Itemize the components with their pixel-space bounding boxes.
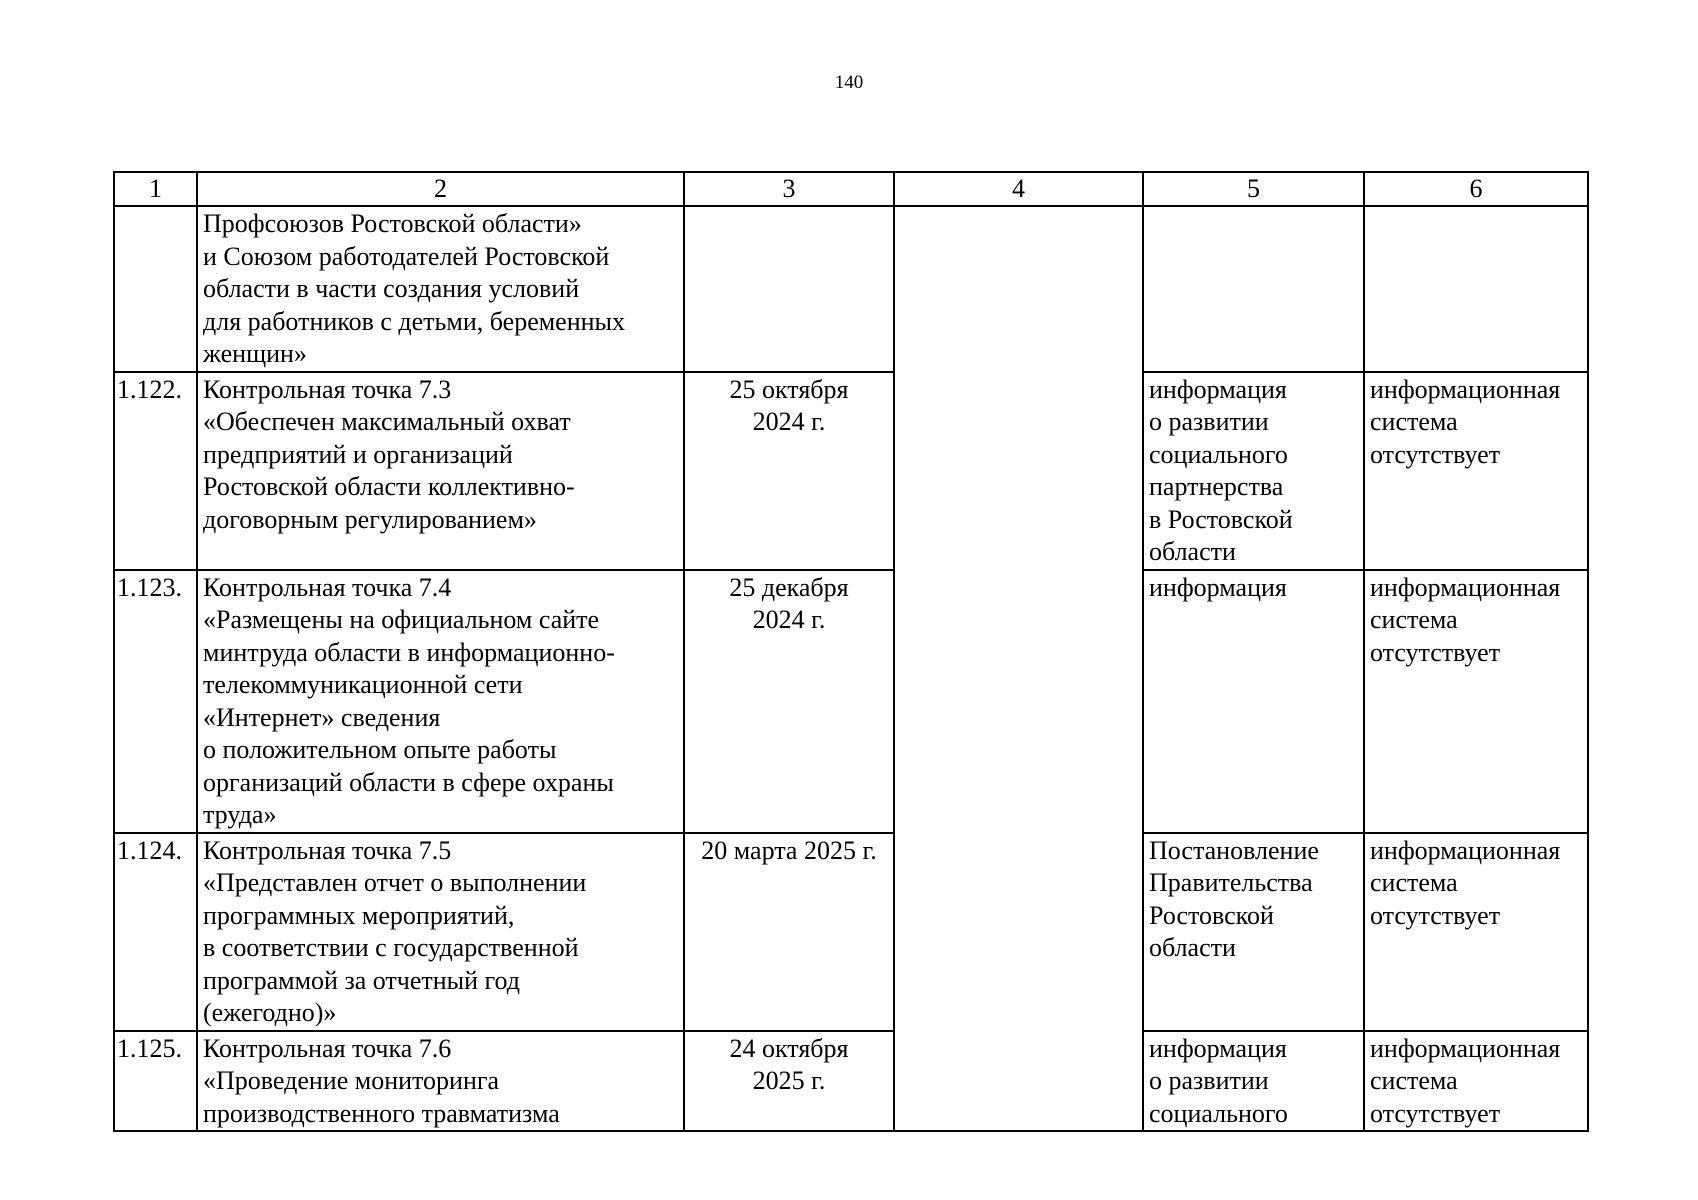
system-cell [1364,206,1588,372]
description-line: о положительном опыте работы [203,735,557,764]
description-cell [197,206,684,372]
document-line: Правительства [1149,868,1313,897]
document-line: области [1149,933,1236,962]
date-cell [684,570,894,833]
description-line: и Союзом работодателей Ростовской [203,241,610,271]
description-line: Ростовской области коллективно- [203,472,575,501]
description-line: договорным регулированием» [203,504,537,534]
table-row [114,570,1588,833]
description-cell [197,570,684,833]
document-line: области [1149,537,1236,566]
document-line: информация [1149,1033,1287,1063]
date-line: 2025 г. [752,1066,826,1095]
system-line: информационная [1370,1033,1561,1063]
description-line: для работников с детьми, беременных [203,306,626,336]
column-header: 4 [894,172,1143,206]
table-row [114,372,1588,570]
description-line: производственного травматизма [203,1098,560,1128]
description-cell [197,372,684,570]
page-number: 140 [834,72,864,93]
control-points-table [113,171,1589,1132]
system-line: отсутствует [1370,1098,1501,1128]
description-cell [197,833,684,1031]
description-line: «Обеспечен максимальный охват [203,407,571,436]
description-line: Контрольная точка 7.5 [203,835,452,865]
row-number-cell [114,206,197,372]
document-line: о развитии [1149,407,1269,436]
description-line: организаций области в сфере охраны [203,767,614,797]
system-cell [1364,1031,1588,1132]
document-line: информация [1149,572,1287,602]
system-cell [1364,372,1588,570]
column-header: 1 [114,172,197,206]
description-line: «Интернет» сведения [203,702,441,732]
date-cell [684,206,894,372]
description-line: (ежегодно)» [203,998,337,1027]
system-line: информационная [1370,572,1561,602]
description-line: программных мероприятий, [203,900,515,930]
document-cell [1143,206,1364,372]
column-header: 6 [1364,172,1588,206]
description-line: Контрольная точка 7.3 [203,374,452,404]
system-line: система [1370,605,1458,634]
document-cell [1143,833,1364,1031]
row-number-cell: 1.124. [114,833,197,1031]
table-row [114,833,1588,1031]
description-line: программой за отчетный год [203,965,521,995]
date-line: 25 декабря [729,572,849,602]
document-cell [1143,1031,1364,1132]
date-line: 20 марта 2025 г. [701,835,877,865]
date-line: 24 октября [729,1033,849,1063]
system-line: система [1370,868,1458,897]
system-line: отсутствует [1370,637,1501,667]
system-line: система [1370,1066,1458,1095]
document-cell [1143,372,1364,570]
document-line: о развитии [1149,1066,1269,1095]
description-line: в соответствии с государственной [203,933,579,962]
document-line: в Ростовской [1149,504,1293,534]
row-number-cell: 1.122. [114,372,197,570]
description-line: телекоммуникационной сети [203,670,523,699]
description-line: «Проведение мониторинга [203,1066,500,1095]
column-header: 2 [197,172,684,206]
description-line: «Представлен отчет о выполнении [203,868,587,897]
description-line: минтруда области в информационно- [203,637,615,667]
system-cell [1364,833,1588,1031]
column-header: 5 [1143,172,1364,206]
document-line: информация [1149,374,1287,404]
date-line: 25 октября [729,374,849,404]
document-line: партнерства [1149,472,1284,501]
date-line: 2024 г. [752,605,826,634]
system-line: отсутствует [1370,439,1501,469]
date-cell [684,833,894,1031]
description-line: Профсоюзов Ростовской области» [203,209,582,238]
date-cell [684,372,894,570]
system-line: система [1370,407,1458,436]
description-cell [197,1031,684,1132]
table-row [114,1031,1588,1132]
system-line: информационная [1370,835,1561,865]
date-cell [684,1031,894,1132]
system-line: отсутствует [1370,900,1501,930]
responsible-cell [894,206,1143,1131]
table-header-row [114,172,1588,206]
document-line: социального [1149,1098,1288,1128]
document-line: Ростовской [1149,900,1274,930]
description-line: труда» [203,800,277,829]
description-line: предприятий и организаций [203,439,513,469]
system-line: информационная [1370,374,1561,404]
row-number-cell: 1.125. [114,1031,197,1132]
date-line: 2024 г. [752,407,826,436]
description-line: «Размещены на официальном сайте [203,605,600,634]
document-line: социального [1149,439,1288,469]
document-line: Постановление [1149,835,1319,865]
table-row [114,206,1588,372]
system-cell [1364,570,1588,833]
row-number-cell: 1.123. [114,570,197,833]
document-cell [1143,570,1364,833]
description-line: женщин» [203,339,307,368]
column-header: 3 [684,172,894,206]
description-line: Контрольная точка 7.4 [203,572,452,602]
description-line: Контрольная точка 7.6 [203,1033,452,1063]
description-line: области в части создания условий [203,274,580,303]
